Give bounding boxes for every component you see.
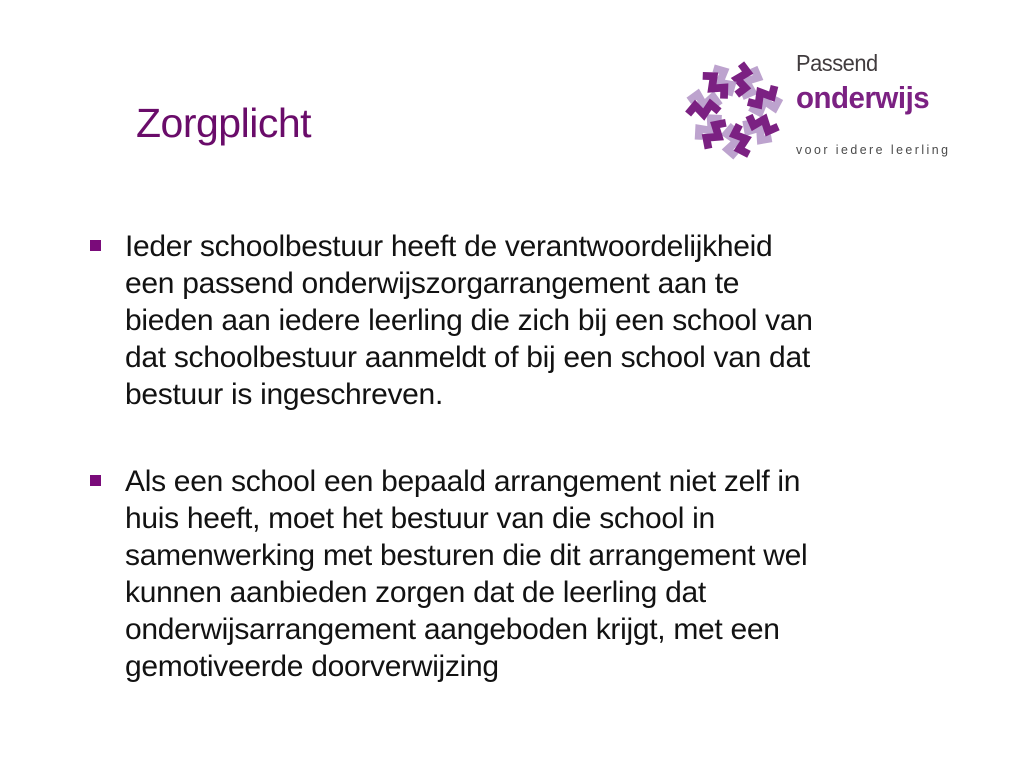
bullet-text-line: kunnen aanbieden zorgen dat de leerling dat bbox=[125, 576, 706, 609]
bullet-item bbox=[90, 228, 984, 413]
bullet-text-line: Ieder schoolbestuur heeft de verantwoordelijkheid bbox=[125, 230, 773, 263]
logo-tagline: voor iedere leerling bbox=[796, 142, 951, 157]
bullet-text-line: Als een school een bepaald arrangement niet zelf in bbox=[125, 465, 801, 498]
pinwheel-icon bbox=[680, 40, 792, 176]
logo bbox=[680, 40, 959, 176]
bullet-text bbox=[125, 463, 807, 685]
logo-text bbox=[796, 40, 950, 157]
bullet-item bbox=[90, 463, 984, 685]
bullet-text-line: huis heeft, moet het bestuur van die school in bbox=[125, 502, 715, 535]
bullet-text-line: bieden aan iedere leerling die zich bij een school van bbox=[125, 304, 813, 337]
bullet-marker bbox=[90, 475, 101, 486]
logo-brand-top: Passend bbox=[796, 50, 878, 76]
bullet-text-line: dat schoolbestuur aanmeldt of bij een school van dat bbox=[125, 341, 810, 374]
bullet-text-line: samenwerking met besturen die dit arrangement wel bbox=[125, 539, 808, 572]
bullet-marker bbox=[90, 240, 101, 251]
slide-body bbox=[90, 228, 984, 735]
slide-title: Zorgplicht bbox=[136, 100, 312, 146]
bullet-text-line: een passend onderwijszorgarrangement aan te bbox=[125, 267, 740, 300]
bullet-text bbox=[125, 228, 813, 413]
bullet-text-line: onderwijsarrangement aangeboden krijgt, met een bbox=[125, 613, 780, 646]
logo-brand-main: onderwijs bbox=[796, 80, 930, 115]
bullet-text-line: gemotiveerde doorverwijzing bbox=[125, 650, 499, 683]
bullet-text-line: bestuur is ingeschreven. bbox=[125, 378, 443, 411]
